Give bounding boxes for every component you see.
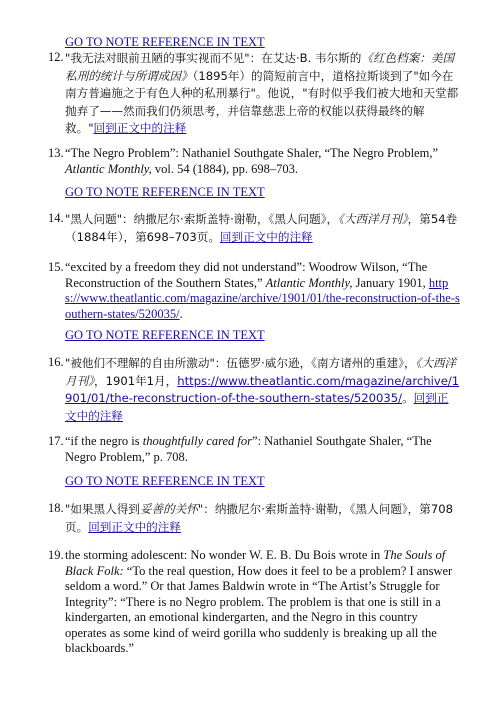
back-to-text-link[interactable]: 回到正文中的注释 <box>88 519 181 534</box>
work-title: 妥善的关怀 <box>139 502 198 516</box>
note-17 <box>48 434 460 465</box>
back-to-text-link[interactable]: 回到正文中的注释 <box>219 229 313 244</box>
note-text: “The Negro Problem”: Nathaniel Southgate Shaler, “The Negro Problem,” Atlantic Monthly, vol. 54 (1884), pp. 698–703. <box>65 146 438 176</box>
note-reference-link[interactable]: GO TO NOTE REFERENCE IN TEXT <box>65 185 265 199</box>
note-text: “excited by a freedom they did not understand”: Woodrow Wilson, “The Reconstruction of the Southern States,” Atlantic Monthly, January 1901, https://www.theatlantic.com/magazine/archive/1901/01/the-reconstruction-of-the-southern-states/520035/. <box>65 260 460 321</box>
note-number: 13. <box>48 146 64 160</box>
back-to-text-link[interactable]: 回到正文中的注释 <box>65 391 449 423</box>
note-19 <box>48 548 460 657</box>
note-16 <box>48 355 460 425</box>
note-reference-link[interactable]: GO TO NOTE REFERENCE IN TEXT <box>65 328 265 342</box>
note-18 <box>48 501 460 536</box>
article-url-link[interactable]: https://www.theatlantic.com/magazine/archive/1901/01/the-reconstruction-of-the-southern-states/520035/ <box>65 275 460 321</box>
note-reference-link[interactable]: GO TO NOTE REFERENCE IN TEXT <box>65 474 265 488</box>
note-12 <box>48 50 460 138</box>
work-title: 《红色档案：美国私刑的统计与所谓成因》 <box>65 51 455 83</box>
back-to-text-link[interactable]: 回到正文中的注释 <box>93 121 187 135</box>
note-text: "黑人问题"：纳撒尼尔·索斯盖特·谢勒，《黑人问题》，《大西洋月刊》，第54卷（1884年），第698–703页。回到正文中的注释 <box>65 212 458 244</box>
work-title: The Souls of Black Folk: <box>65 548 446 578</box>
note-text: "被他们不理解的自由所激动"：伍德罗·威尔逊，《南方诸州的重建》，《大西洋月刊》，1901年1月，https://www.theatlantic.com/magazine/archive/1901/01/the-reconstruction-of-the-southern-states/520035/。回到正文中的注释 <box>65 356 460 423</box>
work-title: Atlantic Monthly, <box>265 275 353 290</box>
note-13 <box>48 146 460 177</box>
note-text: "我无法对眼前丑陋的事实视而不见"：在艾达·B. 韦尔斯的《红色档案：美国私刑的统计与所谓成因》（1895年）的简短前言中，道格拉斯谈到了"如今在南方普遍施之于有色人种的私刑暴行"。他说，"有时似乎我们被大地和天堂都抛弃了——然而我们仍须思考，并信靠慈悲上帝的权能以获得最终的解救。"回到正文中的注释 <box>65 51 459 135</box>
note-number: 16. <box>48 355 64 369</box>
note-reference-link[interactable]: GO TO NOTE REFERENCE IN TEXT <box>65 35 265 49</box>
note-text: "如果黑人得到妥善的关怀"：纳撒尼尔·索斯盖特·谢勒，《黑人问题》，第708页。回到正文中的注释 <box>65 502 453 534</box>
note-number: 12. <box>48 50 64 64</box>
article-url-link[interactable]: https://www.theatlantic.com/magazine/archive/1901/01/the-reconstruction-of-the-southern-states/520035/ <box>65 373 460 405</box>
note-number: 19. <box>48 548 64 562</box>
note-15 <box>48 260 460 322</box>
work-title: 《大西洋月刊》 <box>65 356 457 388</box>
note-14 <box>48 211 460 246</box>
note-number: 17. <box>48 434 64 448</box>
work-title: Atlantic Monthly, <box>65 161 152 176</box>
note-text: “if the negro is thoughtfully cared for”: Nathaniel Southgate Shaler, “The Negro Problem,” p. 708. <box>65 434 432 464</box>
note-number: 14. <box>48 211 64 225</box>
work-title: thoughtfully cared for <box>142 434 253 448</box>
note-text: the storming adolescent: No wonder W. E. B. Du Bois wrote in The Souls of Black Folk: “To the real question, How does it feel to be a problem? I answer seldom a word.” Or that James Baldwin wrote in “The Artist’s Struggle for Integrity”: “There is no Negro problem. The problem is that one is still in a kindergarten, an emotional kindergarten, and the Negro in this country operates as some kind of weird gorilla who suddenly is breaking up all the blackboards.” <box>65 548 453 655</box>
note-number: 18. <box>48 501 64 515</box>
work-title: 《大西洋月刊》 <box>338 212 408 226</box>
note-number: 15. <box>48 260 64 274</box>
